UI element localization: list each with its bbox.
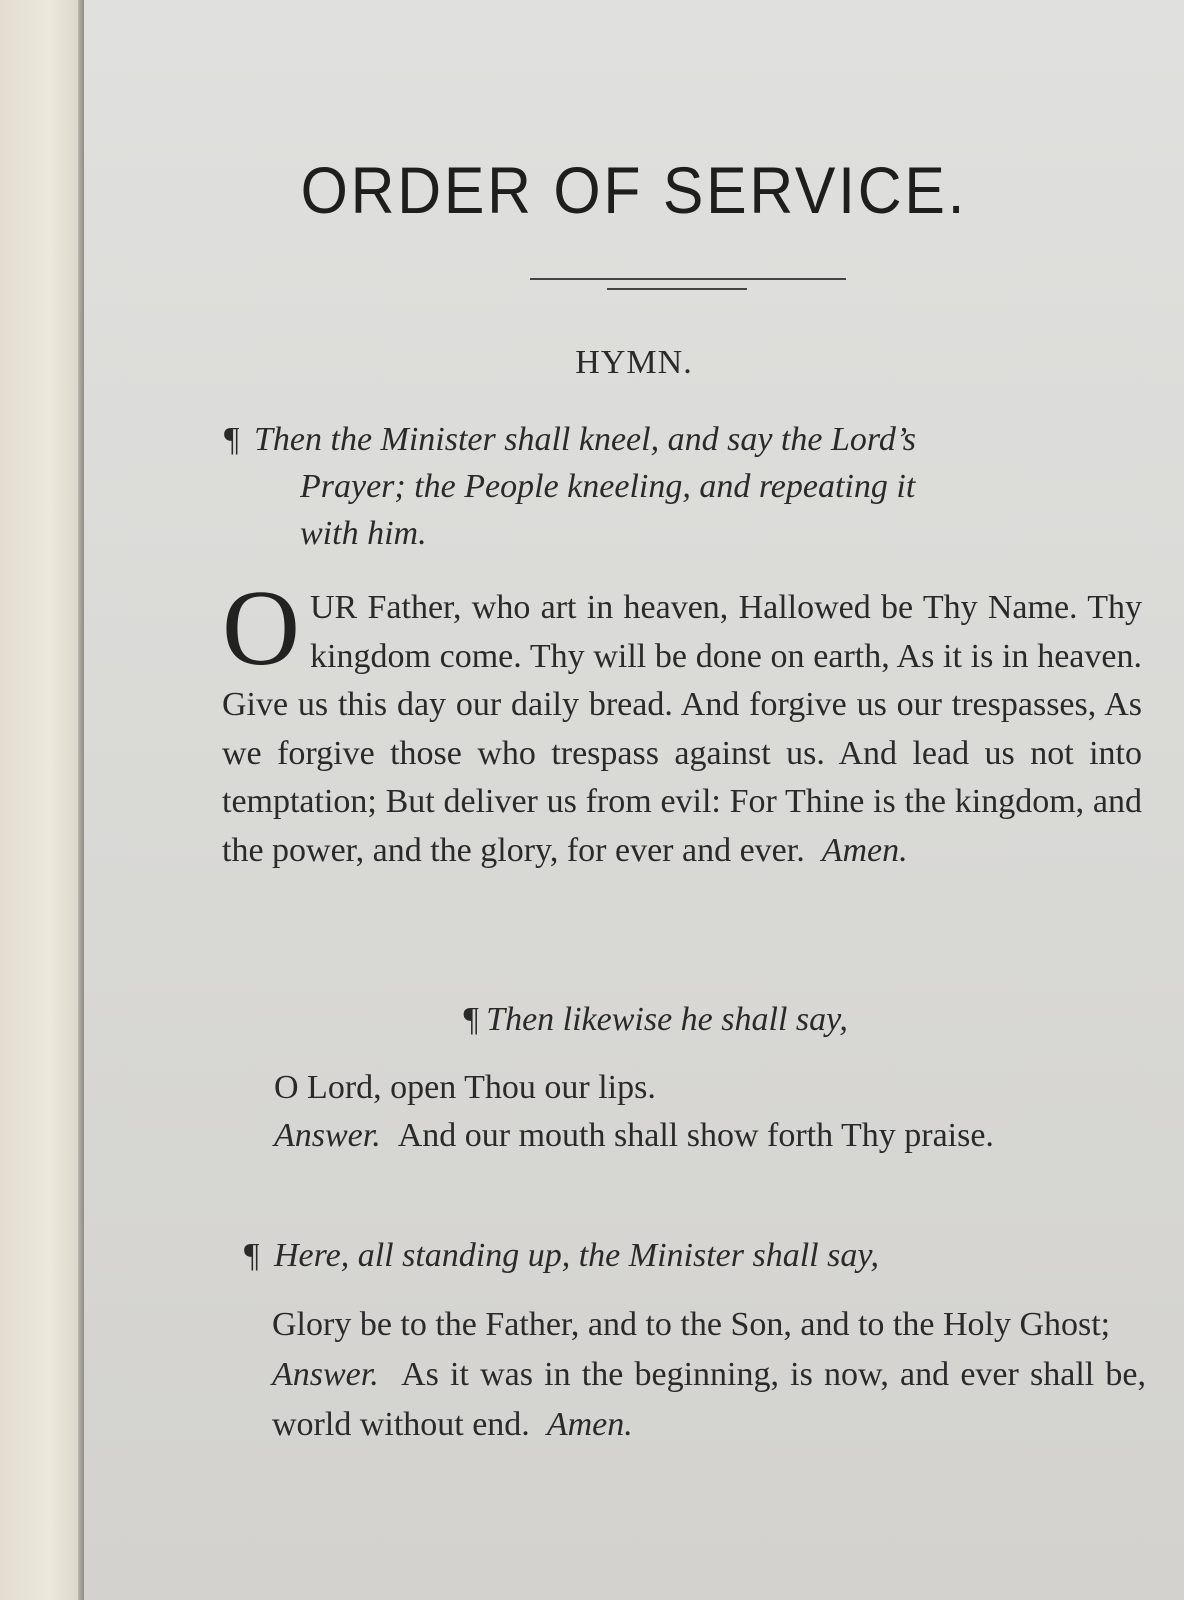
book-page: [84, 0, 1184, 1600]
gloria-amen: Amen.: [546, 1406, 633, 1443]
answer-text: As it was in the beginning, is now, and ever shall be, world without end.: [272, 1356, 1146, 1443]
page-title: ORDER OF SERVICE.: [300, 153, 968, 227]
rubric-text: Then the Minister shall kneel, and say the Lord’s: [254, 421, 917, 458]
rubric-standing: [244, 1232, 1144, 1279]
drop-cap: O: [222, 569, 300, 688]
rubric-line-3: with him.: [300, 515, 427, 552]
lords-prayer: [222, 569, 1142, 875]
book-spine: [0, 0, 84, 1600]
versicle-gloria: [216, 1300, 1146, 1450]
rubric-text: Here, all standing up, the Minister shall say,: [274, 1237, 880, 1274]
prayer-amen: Amen.: [821, 831, 908, 869]
versicle-answer: [216, 1350, 1146, 1450]
rubric-likewise: [84, 996, 1184, 1043]
pilcrow-icon: ¶: [244, 1237, 260, 1274]
pilcrow-icon: ¶: [224, 421, 240, 458]
versicle-line: Glory be to the Father, and to the Son, and to the Holy Ghost;: [272, 1306, 1111, 1343]
rubric-text: Then likewise he shall say,: [486, 1001, 848, 1038]
pilcrow-icon: ¶: [463, 1001, 479, 1038]
title-rule-short: [607, 288, 747, 290]
versicle-answer: [218, 1112, 1144, 1160]
title-rule-long: [530, 278, 846, 280]
rubric-line-1: [224, 416, 1144, 463]
rubric-line-2: Prayer; the People kneeling, and repeating it: [300, 468, 916, 505]
versicle-line: O Lord, open Thou our lips.: [274, 1069, 656, 1106]
versicle-open-lips: [218, 1064, 1144, 1160]
answer-label: Answer.: [272, 1356, 379, 1393]
prayer-text: UR Father, who art in heaven, Hallowed be Thy Name. Thy kingdom come. Thy will be done on earth, As it is in heaven. Give us this day our daily bread. And forgive us our trespasses, As we forgive those who trespass against us. And lead us not into temptation; But deliver us from evil: For Thine is the kingdom, and the power, and the glory, for ever and ever.: [222, 589, 1142, 869]
answer-label: Answer.: [274, 1117, 381, 1154]
rubric-lords-prayer: [224, 416, 1144, 557]
hymn-heading: HYMN.: [575, 344, 693, 381]
answer-text: And our mouth shall show forth Thy praise.: [397, 1117, 994, 1154]
